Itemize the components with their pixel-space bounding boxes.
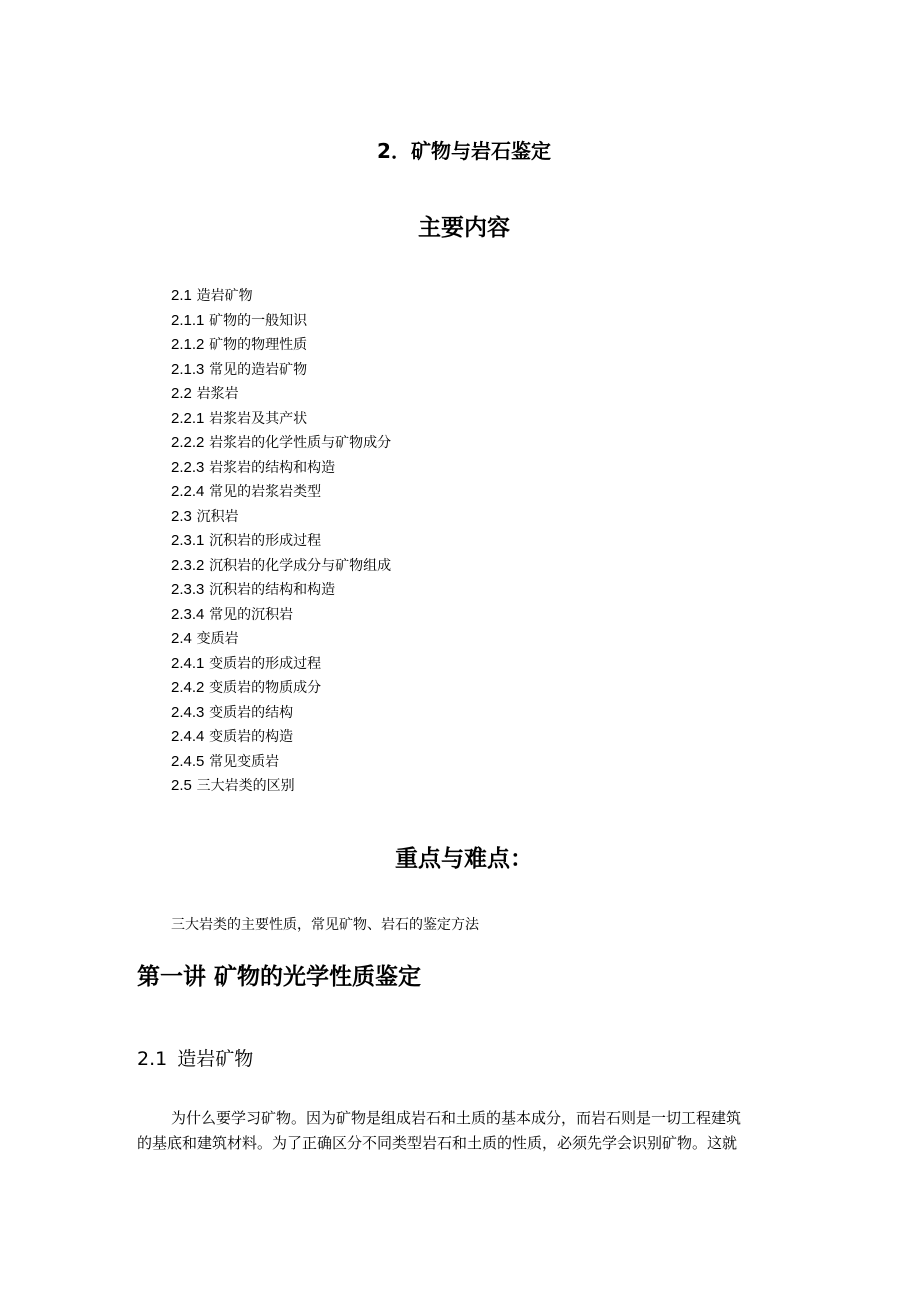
toc-item [171, 675, 391, 700]
toc-item-number: 2.2.4 [171, 483, 205, 500]
subsection-title [137, 1044, 253, 1074]
toc-item [171, 724, 391, 749]
toc-item-number: 2.3.3 [171, 581, 205, 598]
toc-item-text: 沉积岩的形成过程 [209, 533, 322, 549]
toc-item-text: 岩浆岩及其产状 [209, 410, 308, 427]
toc-item [171, 455, 391, 480]
toc-item [171, 357, 391, 382]
paragraph-line: 为什么要学习矿物。因为矿物是组成岩石和土质的基本成分，而岩石则是一切工程建筑 [171, 1109, 742, 1127]
toc-item [171, 308, 391, 333]
toc-item-text: 沉积岩的结构和构造 [209, 582, 336, 598]
paragraph-line: 的基底和建筑材料。为了正确区分不同类型岩石和土质的性质，必须先学会识别矿物。这就 [137, 1134, 738, 1152]
toc-item [171, 406, 391, 431]
toc-item-number: 2.2 [171, 385, 192, 402]
toc-item [171, 773, 391, 798]
body-paragraph [137, 1106, 793, 1156]
toc-item [171, 577, 391, 602]
toc-item-number: 2.1 [171, 287, 192, 304]
toc-item-number: 2.3.4 [171, 605, 205, 623]
toc-item-number: 2.2.1 [171, 409, 205, 427]
toc-item-text: 常见的沉积岩 [209, 606, 294, 623]
toc-item-number: 2.4.1 [171, 654, 205, 672]
toc-item-number: 2.1.3 [171, 360, 205, 378]
toc-item-text: 常见的岩浆岩类型 [209, 484, 322, 500]
toc-item-text: 常见的造岩矿物 [209, 361, 308, 378]
toc-item-text: 岩浆岩的化学性质与矿物成分 [209, 435, 392, 451]
toc-item [171, 332, 391, 357]
toc-item-number: 2.3 [171, 507, 192, 525]
toc-item [171, 283, 391, 308]
toc-item-text: 造岩矿物 [196, 288, 253, 304]
toc-item-text: 变质岩的结构 [209, 704, 294, 721]
toc-item [171, 479, 391, 504]
key-points-heading: 重点与难点： [395, 846, 533, 872]
toc-item [171, 602, 391, 627]
toc-item-text: 岩浆岩的结构和构造 [209, 459, 336, 476]
toc-item-number: 2.4.2 [171, 679, 205, 696]
toc-item-text: 变质岩的形成过程 [209, 655, 322, 672]
toc-item-number: 2.2.2 [171, 434, 205, 451]
toc-item-number: 2.5 [171, 777, 192, 794]
toc-item [171, 700, 391, 725]
toc-item-number: 2.1.2 [171, 336, 205, 353]
toc-item [171, 504, 391, 529]
lecture-title: 第一讲 矿物的光学性质鉴定 [137, 964, 422, 990]
toc-item-number: 2.4 [171, 630, 192, 647]
toc-item [171, 626, 391, 651]
subsection-number: 2.1 [137, 1048, 168, 1070]
key-points-text: 三大岩类的主要性质，常见矿物、岩石的鉴定方法 [171, 917, 479, 933]
toc-item [171, 553, 391, 578]
toc-item [171, 430, 391, 455]
toc-item-number: 2.4.5 [171, 752, 205, 770]
toc-item-text: 矿物的物理性质 [209, 337, 308, 353]
toc-item-text: 变质岩 [196, 631, 239, 647]
toc-item-number: 2.2.3 [171, 458, 205, 476]
toc-item-text: 三大岩类的区别 [196, 778, 295, 794]
toc-item-text: 沉积岩 [196, 508, 239, 525]
toc-item-number: 2.4.3 [171, 703, 205, 721]
toc-item-text: 变质岩的物质成分 [209, 680, 322, 696]
toc-item-text: 岩浆岩 [196, 386, 239, 402]
toc-item [171, 651, 391, 676]
toc-item-text: 变质岩的构造 [209, 729, 294, 745]
toc-item-number: 2.3.2 [171, 556, 205, 574]
subsection-name: 造岩矿物 [177, 1048, 254, 1070]
toc-item-number: 2.3.1 [171, 532, 205, 549]
table-of-contents [171, 283, 391, 798]
main-contents-heading: 主要内容 [418, 215, 510, 241]
toc-item [171, 528, 391, 553]
toc-item [171, 381, 391, 406]
toc-item-text: 常见变质岩 [209, 753, 280, 770]
toc-item-number: 2.1.1 [171, 311, 205, 329]
toc-item [171, 749, 391, 774]
toc-item-text: 矿物的一般知识 [209, 312, 308, 329]
chapter-title: 2．矿物与岩石鉴定 [377, 139, 551, 163]
toc-item-text: 沉积岩的化学成分与矿物组成 [209, 557, 392, 574]
toc-item-number: 2.4.4 [171, 728, 205, 745]
